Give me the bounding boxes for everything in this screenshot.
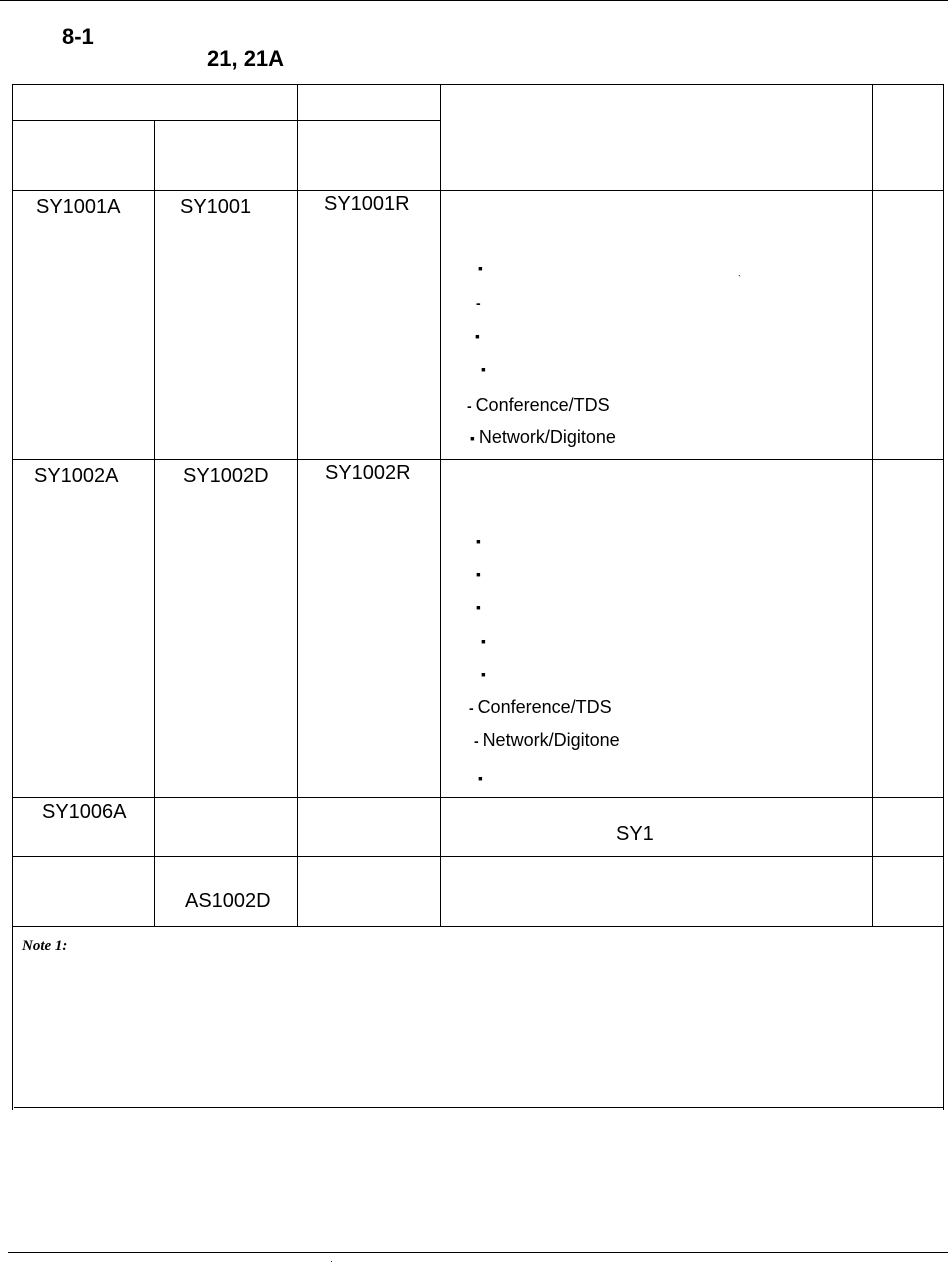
col2-divider	[297, 84, 298, 926]
row2-item-network: - Network/Digitone	[474, 730, 620, 750]
row4-bottom-border	[12, 926, 944, 927]
row1-item-network: ▪ Network/Digitone	[470, 427, 616, 447]
table-left-border	[12, 84, 13, 1110]
note-label: Note 1:	[22, 938, 68, 954]
row1-stray-mark: `	[738, 274, 741, 284]
table-models: 21, 21A	[207, 46, 285, 71]
col3-divider	[440, 84, 441, 926]
top-rule	[0, 0, 948, 1]
row1-col2: SY1001	[180, 196, 252, 218]
table-top-border	[12, 84, 944, 85]
row2-bullet-5: ▪	[481, 666, 486, 682]
row2-bullet-4: ▪	[481, 633, 486, 649]
row1-bullet-1: ▪	[478, 260, 483, 276]
row2-col3: SY1002R	[325, 462, 411, 484]
row1-col1: SY1001A	[36, 196, 121, 218]
note-bottom-border	[14, 1107, 944, 1108]
row2-bullet-3: ▪	[476, 599, 481, 615]
row1-bullet-3: ▪	[475, 328, 480, 344]
header-subdivider	[12, 120, 440, 121]
row1-bullet-4: ▪	[481, 361, 486, 377]
row2-col2: SY1002D	[183, 465, 269, 487]
row2-bullet-1: ▪	[476, 533, 481, 549]
row4-col2: AS1002D	[185, 890, 271, 912]
row1-bottom-border	[12, 459, 944, 460]
row3-bottom-border	[12, 856, 944, 857]
row2-bullet-8: ▪	[478, 770, 483, 786]
row2-item-conference: - Conference/TDS	[469, 697, 612, 717]
row3-desc: SY1	[616, 823, 654, 845]
header-bottom-border	[12, 190, 944, 191]
row1-item-conference: - Conference/TDS	[467, 395, 610, 415]
footer-mark: ·	[330, 1256, 333, 1266]
table-right-border	[943, 84, 944, 1110]
row2-col1: SY1002A	[34, 465, 119, 487]
footer-rule	[8, 1252, 948, 1253]
row1-bullet-2: -	[476, 295, 481, 311]
row1-col3: SY1001R	[324, 193, 410, 215]
row2-bottom-border	[12, 797, 944, 798]
row3-col1: SY1006A	[42, 801, 127, 823]
col1-divider	[154, 120, 155, 926]
col4-divider	[872, 84, 873, 926]
row2-bullet-2: ▪	[476, 566, 481, 582]
table-number: 8-1	[62, 24, 94, 49]
